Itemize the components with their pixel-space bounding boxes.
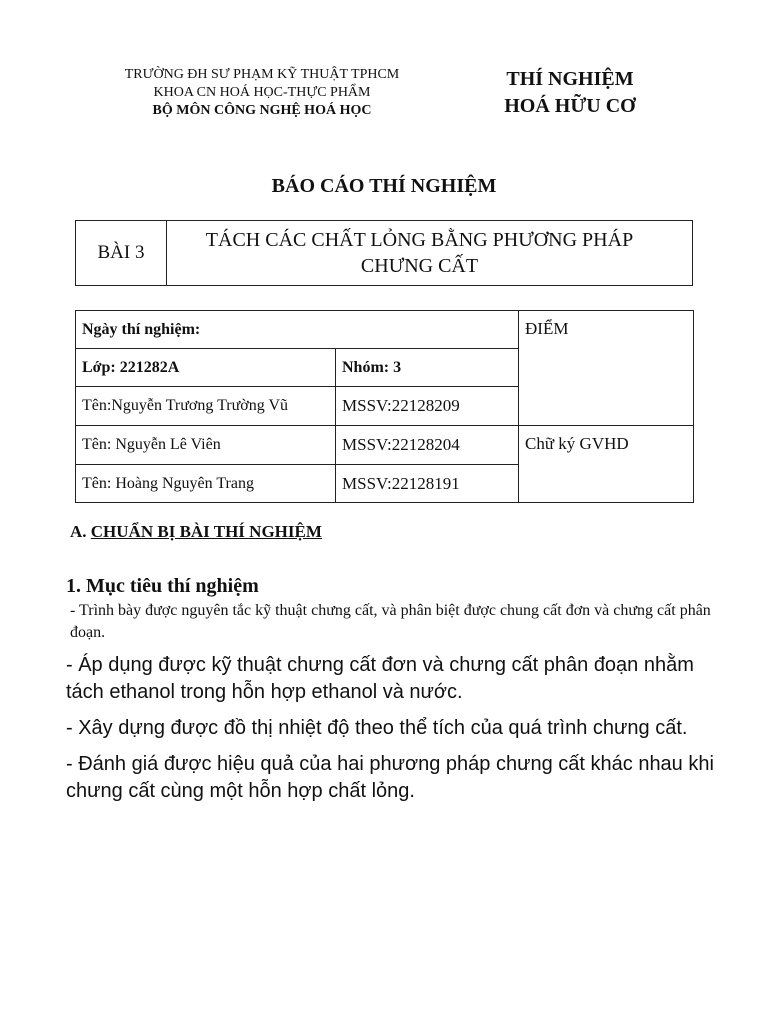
- student-name-cell: Tên: Hoàng Nguyên Trang: [76, 465, 336, 503]
- class-cell: Lớp: 221282A: [76, 349, 336, 387]
- section-a-prefix: A.: [70, 522, 87, 541]
- lesson-number: BÀI 3: [76, 221, 167, 285]
- section-a-heading: [70, 522, 322, 542]
- objectives-heading: 1. Mục tiêu thí nghiệm: [66, 575, 259, 597]
- department-name: BỘ MÔN CÔNG NGHỆ HOÁ HỌC: [152, 103, 372, 118]
- student-id-cell: MSSV:22128209: [336, 387, 519, 426]
- lesson-title: TÁCH CÁC CHẤT LỎNG BẰNG PHƯƠNG PHÁP CHƯNG CẤT: [205, 229, 634, 277]
- student-id-cell: MSSV:22128191: [336, 465, 519, 503]
- date-cell: Ngày thí nghiệm:: [76, 311, 519, 349]
- student-name-cell: Tên:Nguyễn Trương Trường Vũ: [76, 387, 336, 426]
- objective-item: - Đánh giá được hiệu quả của hai phương pháp chưng cất khác nhau khi chưng cất cùng một hỗn hợp chất lỏng.: [66, 753, 714, 802]
- faculty-name: KHOA CN HOÁ HỌC-THỰC PHẨM: [153, 85, 371, 100]
- student-name-cell: Tên: Nguyễn Lê Viên: [76, 426, 336, 465]
- report-title: BÁO CÁO THÍ NGHIỆM: [271, 175, 497, 197]
- institution-header: [62, 66, 462, 120]
- table-row: [76, 426, 694, 465]
- signature-cell: Chữ ký GVHD: [519, 426, 694, 503]
- lesson-box: [75, 220, 693, 286]
- course-title-line2: HOÁ HỮU CƠ: [504, 95, 636, 117]
- grade-cell: ĐIỂM: [519, 311, 694, 426]
- school-name: TRƯỜNG ĐH SƯ PHẠM KỸ THUẬT TPHCM: [124, 67, 400, 82]
- table-row: [76, 311, 694, 349]
- objective-item: - Áp dụng được kỹ thuật chưng cất đơn và chưng cất phân đoạn nhằm tách ethanol trong hỗn hợp ethanol và nước.: [66, 654, 694, 703]
- course-title-line1: THÍ NGHIỆM: [506, 68, 634, 90]
- student-info-table: [75, 310, 694, 503]
- student-id-cell: MSSV:22128204: [336, 426, 519, 465]
- group-cell: Nhóm: 3: [336, 349, 519, 387]
- objective-item: - Xây dựng được đồ thị nhiệt độ theo thể tích của quá trình chưng cất.: [66, 717, 688, 739]
- course-title: [470, 66, 670, 120]
- section-a-title: CHUẨN BỊ BÀI THÍ NGHIỆM: [90, 522, 322, 541]
- objective-item: - Trình bày được nguyên tắc kỹ thuật chưng cất, và phân biệt được chung cất đơn và chưng cất phân đoạn.: [70, 602, 711, 641]
